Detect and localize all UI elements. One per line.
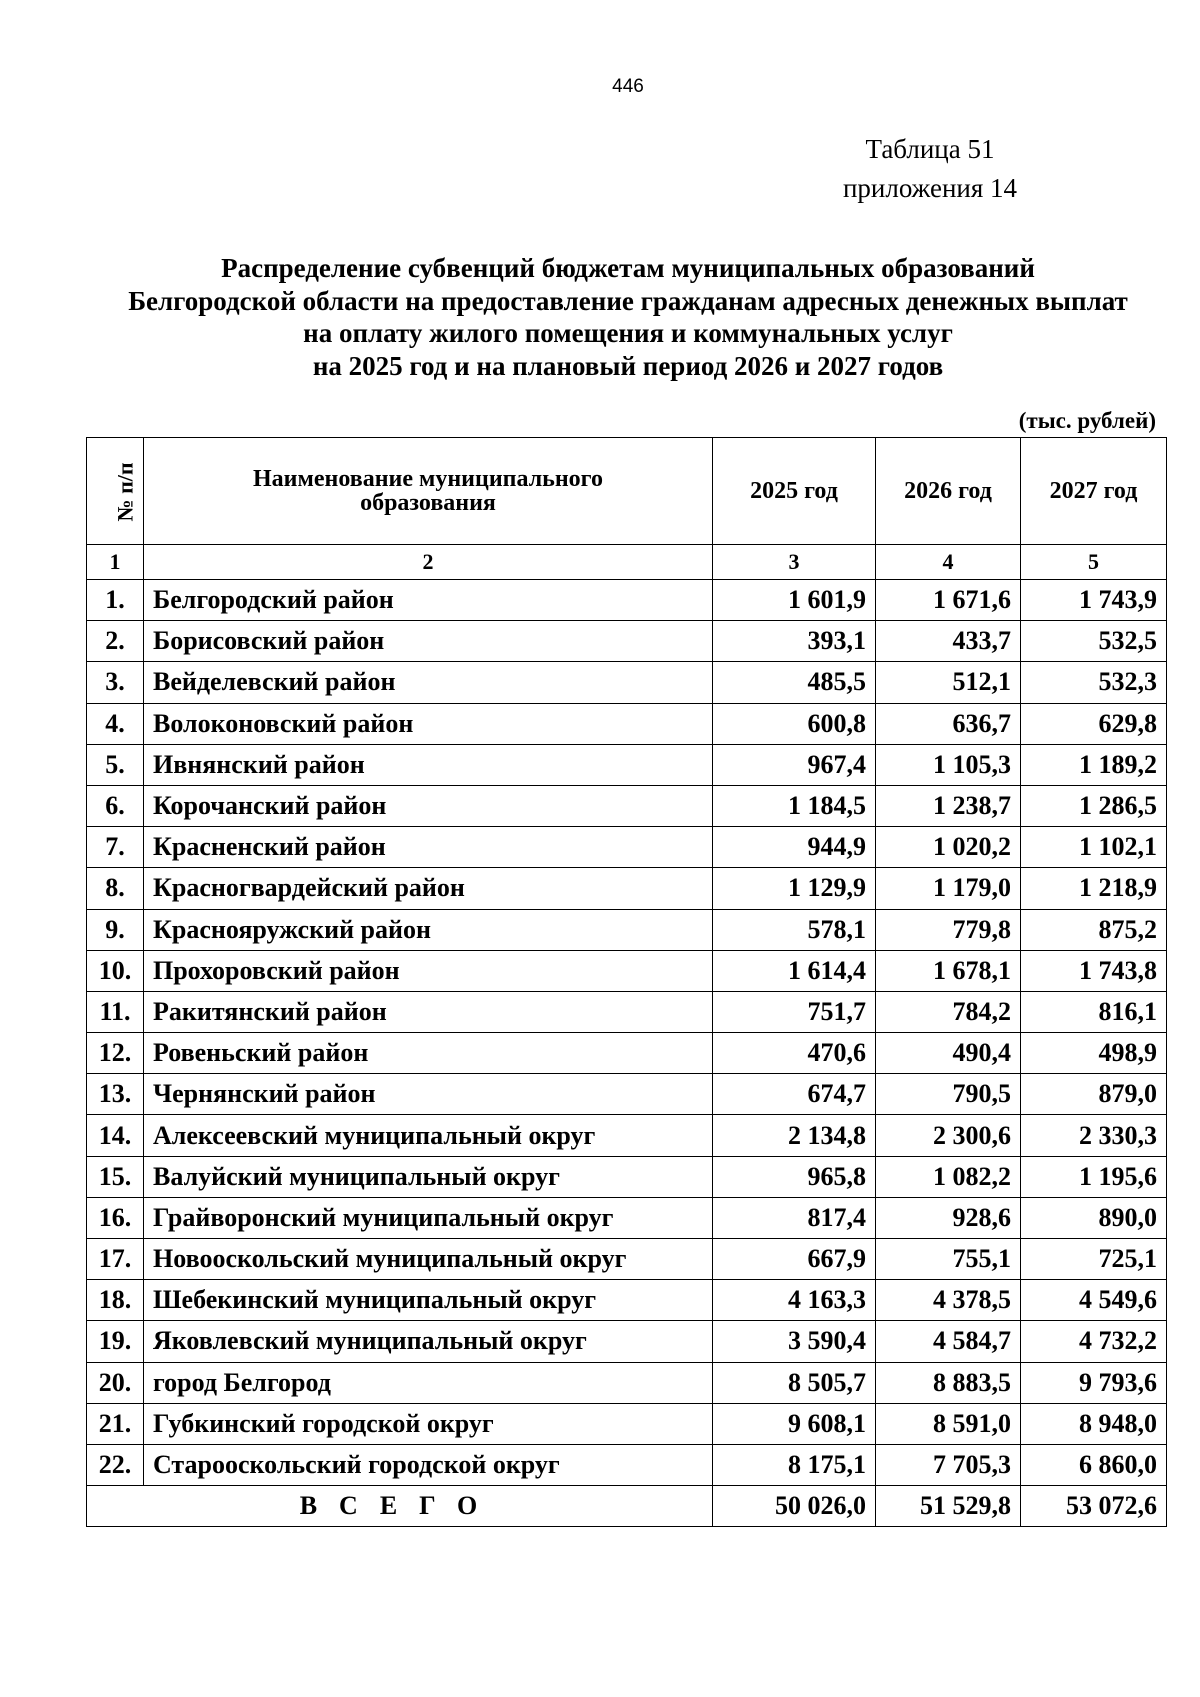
municipality-name: Шебекинский муниципальный округ — [144, 1280, 713, 1321]
value-2025: 578,1 — [713, 909, 876, 950]
row-number: 19. — [87, 1321, 144, 1362]
value-2027: 4 549,6 — [1021, 1280, 1167, 1321]
value-2027: 1 102,1 — [1021, 827, 1167, 868]
header-name-line1: Наименование муниципального — [253, 466, 603, 492]
row-number: 5. — [87, 744, 144, 785]
row-number: 17. — [87, 1239, 144, 1280]
table-row — [87, 1444, 1167, 1485]
value-2027: 875,2 — [1021, 909, 1167, 950]
table-row — [87, 1403, 1167, 1444]
value-2027: 8 948,0 — [1021, 1403, 1167, 1444]
value-2027: 816,1 — [1021, 991, 1167, 1032]
value-2027: 1 743,9 — [1021, 580, 1167, 621]
value-2025: 4 163,3 — [713, 1280, 876, 1321]
value-2027: 2 330,3 — [1021, 1115, 1167, 1156]
table-header-row — [87, 438, 1167, 545]
value-2026: 2 300,6 — [876, 1115, 1021, 1156]
value-2026: 512,1 — [876, 662, 1021, 703]
total-2027: 53 072,6 — [1021, 1486, 1167, 1527]
total-2026: 51 529,8 — [876, 1486, 1021, 1527]
row-number: 14. — [87, 1115, 144, 1156]
table-row — [87, 1197, 1167, 1238]
value-2027: 890,0 — [1021, 1197, 1167, 1238]
header-number-text: № п/п — [112, 462, 138, 522]
municipality-name: Яковлевский муниципальный округ — [144, 1321, 713, 1362]
municipality-name: Валуйский муниципальный округ — [144, 1156, 713, 1197]
column-index: 3 — [713, 545, 876, 580]
value-2026: 490,4 — [876, 1033, 1021, 1074]
row-number: 6. — [87, 785, 144, 826]
value-2027: 4 732,2 — [1021, 1321, 1167, 1362]
value-2026: 1 238,7 — [876, 785, 1021, 826]
value-2026: 433,7 — [876, 621, 1021, 662]
municipality-name: Борисовский район — [144, 621, 713, 662]
value-2026: 1 678,1 — [876, 950, 1021, 991]
municipality-name: Белгородский район — [144, 580, 713, 621]
value-2027: 9 793,6 — [1021, 1362, 1167, 1403]
table-row — [87, 1074, 1167, 1115]
row-number: 1. — [87, 580, 144, 621]
header-2026: 2026 год — [876, 438, 1021, 545]
row-number: 8. — [87, 868, 144, 909]
column-index: 1 — [87, 545, 144, 580]
row-number: 21. — [87, 1403, 144, 1444]
table-row — [87, 1280, 1167, 1321]
column-index: 2 — [144, 545, 713, 580]
value-2026: 1 179,0 — [876, 868, 1021, 909]
units-label: (тыс. рублей) — [1018, 408, 1156, 433]
value-2027: 1 743,8 — [1021, 950, 1167, 991]
table-row — [87, 1115, 1167, 1156]
value-2027: 1 195,6 — [1021, 1156, 1167, 1197]
municipality-name: Прохоровский район — [144, 950, 713, 991]
value-2026: 1 082,2 — [876, 1156, 1021, 1197]
row-number: 3. — [87, 662, 144, 703]
table-reference-line1: Таблица 51 — [865, 134, 995, 164]
value-2025: 965,8 — [713, 1156, 876, 1197]
municipality-name: Алексеевский муниципальный округ — [144, 1115, 713, 1156]
table-row — [87, 1321, 1167, 1362]
value-2026: 636,7 — [876, 703, 1021, 744]
value-2027: 1 218,9 — [1021, 868, 1167, 909]
value-2025: 667,9 — [713, 1239, 876, 1280]
value-2026: 1 105,3 — [876, 744, 1021, 785]
value-2026: 928,6 — [876, 1197, 1021, 1238]
value-2026: 7 705,3 — [876, 1444, 1021, 1485]
value-2027: 879,0 — [1021, 1074, 1167, 1115]
value-2025: 8 175,1 — [713, 1444, 876, 1485]
table-row — [87, 1156, 1167, 1197]
value-2027: 532,5 — [1021, 621, 1167, 662]
table-row — [87, 909, 1167, 950]
subvention-table — [86, 437, 1167, 1527]
row-number: 9. — [87, 909, 144, 950]
municipality-name: Ракитянский район — [144, 991, 713, 1032]
row-number: 20. — [87, 1362, 144, 1403]
table-row — [87, 662, 1167, 703]
table-row — [87, 868, 1167, 909]
municipality-name: Грайворонский муниципальный округ — [144, 1197, 713, 1238]
table-row — [87, 744, 1167, 785]
value-2026: 8 591,0 — [876, 1403, 1021, 1444]
title-line3: на оплату жилого помещения и коммунальных услуг — [303, 318, 953, 348]
table-row — [87, 991, 1167, 1032]
municipality-name: Волоконовский район — [144, 703, 713, 744]
municipality-name: Красногвардейский район — [144, 868, 713, 909]
value-2025: 485,5 — [713, 662, 876, 703]
row-number: 22. — [87, 1444, 144, 1485]
row-number: 18. — [87, 1280, 144, 1321]
total-label: ВСЕГО — [87, 1486, 713, 1527]
row-number: 15. — [87, 1156, 144, 1197]
municipality-name: Ровеньский район — [144, 1033, 713, 1074]
column-index-row — [87, 545, 1167, 580]
title-line2: Белгородской области на предоставление гражданам адресных денежных выплат — [128, 285, 1128, 316]
value-2027: 629,8 — [1021, 703, 1167, 744]
header-name — [144, 438, 713, 545]
header-number — [87, 438, 144, 545]
value-2027: 6 860,0 — [1021, 1444, 1167, 1485]
municipality-name: Вейделевский район — [144, 662, 713, 703]
value-2025: 2 134,8 — [713, 1115, 876, 1156]
municipality-name: Краснояружский район — [144, 909, 713, 950]
value-2026: 1 671,6 — [876, 580, 1021, 621]
value-2025: 967,4 — [713, 744, 876, 785]
row-number: 7. — [87, 827, 144, 868]
value-2025: 674,7 — [713, 1074, 876, 1115]
value-2025: 470,6 — [713, 1033, 876, 1074]
value-2026: 4 378,5 — [876, 1280, 1021, 1321]
table-reference — [830, 130, 1030, 208]
column-index: 5 — [1021, 545, 1167, 580]
value-2025: 600,8 — [713, 703, 876, 744]
value-2027: 1 286,5 — [1021, 785, 1167, 826]
row-number: 11. — [87, 991, 144, 1032]
value-2025: 817,4 — [713, 1197, 876, 1238]
value-2025: 1 601,9 — [713, 580, 876, 621]
value-2027: 1 189,2 — [1021, 744, 1167, 785]
table-row — [87, 950, 1167, 991]
value-2026: 8 883,5 — [876, 1362, 1021, 1403]
municipality-name: Губкинский городской округ — [144, 1403, 713, 1444]
value-2025: 1 614,4 — [713, 950, 876, 991]
value-2025: 1 184,5 — [713, 785, 876, 826]
value-2027: 498,9 — [1021, 1033, 1167, 1074]
table-row — [87, 580, 1167, 621]
municipality-name: город Белгород — [144, 1362, 713, 1403]
value-2026: 790,5 — [876, 1074, 1021, 1115]
value-2025: 3 590,4 — [713, 1321, 876, 1362]
total-row — [87, 1486, 1167, 1527]
value-2025: 8 505,7 — [713, 1362, 876, 1403]
value-2025: 944,9 — [713, 827, 876, 868]
value-2027: 532,3 — [1021, 662, 1167, 703]
value-2025: 1 129,9 — [713, 868, 876, 909]
value-2025: 393,1 — [713, 621, 876, 662]
value-2026: 779,8 — [876, 909, 1021, 950]
total-2025: 50 026,0 — [713, 1486, 876, 1527]
municipality-name: Красненский район — [144, 827, 713, 868]
row-number: 10. — [87, 950, 144, 991]
column-index: 4 — [876, 545, 1021, 580]
table-row — [87, 1239, 1167, 1280]
table-row — [87, 1362, 1167, 1403]
page-number: 446 — [612, 76, 644, 97]
row-number: 16. — [87, 1197, 144, 1238]
value-2027: 725,1 — [1021, 1239, 1167, 1280]
table-row — [87, 785, 1167, 826]
row-number: 4. — [87, 703, 144, 744]
table-row — [87, 1033, 1167, 1074]
value-2025: 751,7 — [713, 991, 876, 1032]
row-number: 13. — [87, 1074, 144, 1115]
title-line1: Распределение субвенций бюджетам муниципальных образований — [221, 253, 1035, 283]
municipality-name: Ивнянский район — [144, 744, 713, 785]
header-2025: 2025 год — [713, 438, 876, 545]
value-2025: 9 608,1 — [713, 1403, 876, 1444]
table-row — [87, 827, 1167, 868]
header-name-line2: образования — [360, 490, 496, 516]
row-number: 2. — [87, 621, 144, 662]
table-row — [87, 621, 1167, 662]
municipality-name: Корочанский район — [144, 785, 713, 826]
municipality-name: Чернянский район — [144, 1074, 713, 1115]
row-number: 12. — [87, 1033, 144, 1074]
municipality-name: Старооскольский городской округ — [144, 1444, 713, 1485]
value-2026: 755,1 — [876, 1239, 1021, 1280]
table-row — [87, 703, 1167, 744]
value-2026: 784,2 — [876, 991, 1021, 1032]
value-2026: 1 020,2 — [876, 827, 1021, 868]
title-line4: на 2025 год и на плановый период 2026 и 2027 годов — [312, 350, 944, 381]
header-2027: 2027 год — [1021, 438, 1167, 545]
municipality-name: Новооскольский муниципальный округ — [144, 1239, 713, 1280]
table-reference-line2: приложения 14 — [842, 173, 1018, 203]
value-2026: 4 584,7 — [876, 1321, 1021, 1362]
document-title — [80, 252, 1176, 382]
